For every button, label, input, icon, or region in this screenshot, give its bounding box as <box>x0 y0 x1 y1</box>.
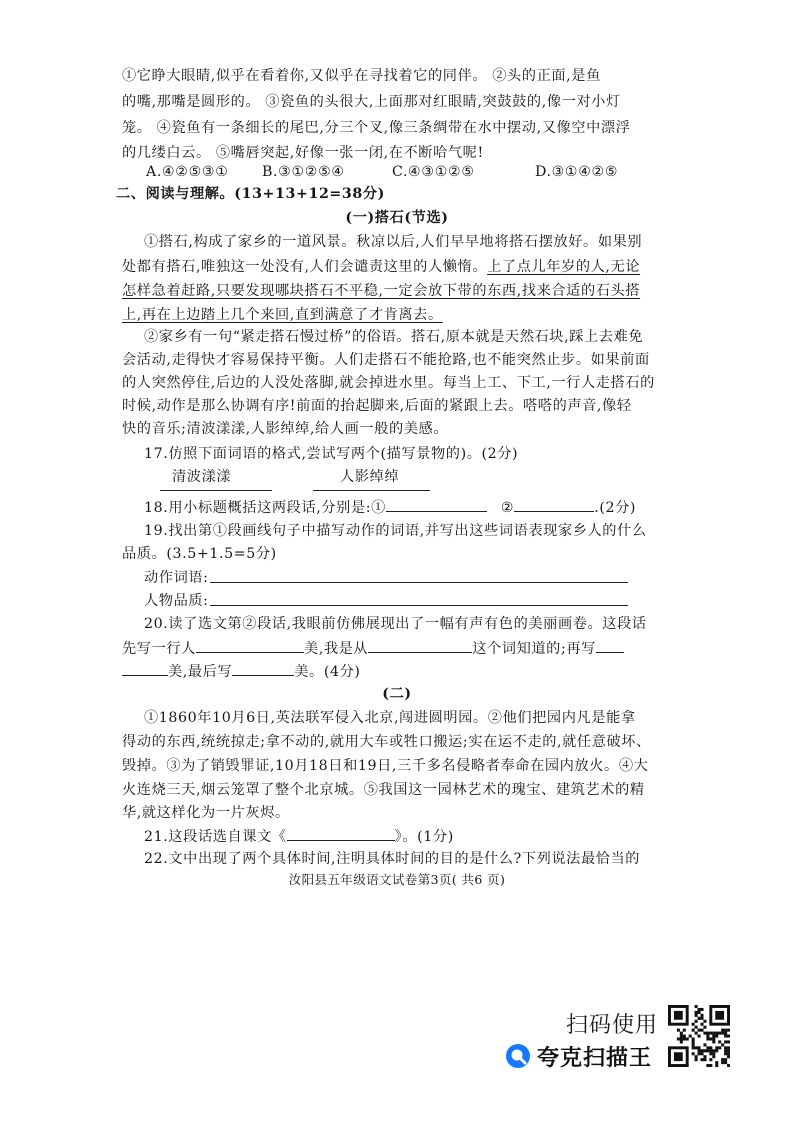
qr-code-icon[interactable] <box>668 1005 730 1067</box>
q20-blank-4[interactable] <box>232 661 294 676</box>
q20-blank-2[interactable] <box>368 638 472 653</box>
scanner-brand <box>505 1041 652 1071</box>
p1-line-2-underlined: 上了点儿年岁的人,无论 <box>487 259 641 275</box>
q17-answer-blank-2[interactable] <box>313 490 430 491</box>
passage2-line-1: ①1860年10月6日,英法联军侵入北京,闯进圆明园。②他们把园内凡是能拿 <box>144 710 636 726</box>
q19-action-label: 动作词语: <box>144 570 209 586</box>
q16-choice-d: D.③①④②⑤ <box>535 164 619 180</box>
q18-blank-2[interactable] <box>514 497 594 512</box>
passage2-line-3: 毁掉。③为了销毁罪证,10月18日和19日,三千多名侵略者奉命在园内放火。④大 <box>122 758 649 774</box>
q22-prompt: 22.文中出现了两个具体时间,注明具体时间的目的是什么?下列说法最恰当的 <box>144 851 641 867</box>
q17-example-2: 人影绰绰 <box>340 469 400 485</box>
passage2-title: (二) <box>382 686 412 702</box>
q21-prompt <box>144 826 454 847</box>
passage1-p1-line-1: ①搭石,构成了家乡的一道风景。秋凉以后,人们早早地将搭石摆放好。如果别 <box>144 234 643 250</box>
q20-text-c: 这个词知道的;再写 <box>472 641 596 657</box>
q16-line-4: 的几缕白云。 ⑤嘴唇突起,好像一张一闭,在不断哈气呢! <box>122 145 484 161</box>
q19-prompt-line-1: 19.找出第①段画线句子中描写动作的词语,并写出这些词语表现家乡人的什么 <box>144 523 647 539</box>
passage1-p2-line-2: 会活动,走得快才容易保持平衡。人们走搭石不能抢路,也不能突然止步。如果前面 <box>122 352 650 368</box>
q18-prompt <box>144 497 636 518</box>
q20-prompt-line-2 <box>122 638 624 659</box>
passage1-p1-line-4: 上,再在上边踏上几个来回,直到满意了才肯离去。 <box>122 307 443 323</box>
q18-blank-1[interactable] <box>386 497 487 512</box>
q20-text-e: 美。(4分) <box>294 664 361 680</box>
q18-text-b: ② <box>500 500 515 516</box>
q16-choice-b: B.③①②⑤④ <box>262 164 345 180</box>
q20-prompt-line-3 <box>122 661 361 682</box>
q17-example-1: 清波漾漾 <box>172 469 232 485</box>
q19-action-blank[interactable] <box>210 582 628 583</box>
scanner-brand-name: 夸克扫描王 <box>537 1045 653 1071</box>
p1-line-2-plain: 处都有搭石,唯独这一处没有,人们会谴责这里的人懒惰。 <box>122 259 488 275</box>
q16-line-1: ①它睁大眼睛,似乎在看着你,又似乎在寻找着它的同伴。 ②头的正面,是鱼 <box>122 68 601 84</box>
passage2-line-2: 得动的东西,统统掠走;拿不动的,就用大车或牲口搬运;实在运不走的,就任意破坏、 <box>122 734 651 750</box>
q17-answer-blank-1[interactable] <box>160 490 272 491</box>
passage1-p1-line-3: 怎样急着赶路,只要发现哪块搭石不平稳,一定会放下带的东西,找来合适的石头搭 <box>122 283 641 299</box>
q20-blank-3b[interactable] <box>122 661 168 676</box>
passage1-p2-line-3: 的人突然停住,后边的人没处落脚,就会掉进水里。每当上工、下工,一行人走搭石的 <box>122 375 655 391</box>
q20-text-b: 美,我是从 <box>303 641 369 657</box>
passage2-line-4: 火连烧三天,烟云笼罩了整个北京城。⑤我国这一园林艺术的瑰宝、建筑艺术的精 <box>122 782 645 798</box>
q19-prompt-line-2: 品质。(3.5+1.5=5分) <box>122 546 277 562</box>
q20-blank-3a[interactable] <box>596 638 624 653</box>
page-footer: 汝阳县五年级语文试卷第3页( 共6 页) <box>288 872 506 887</box>
q16-choice-c: C.④③①②⑤ <box>392 164 475 180</box>
q21-text-a: 21.这段话选自课文《 <box>144 829 287 845</box>
passage1-p1-line-2 <box>122 257 640 277</box>
passage1-p2-line-1: ②家乡有一句“紧走搭石慢过桥”的俗语。搭石,原本就是天然石块,踩上去难免 <box>144 329 644 345</box>
section-heading: 二、阅读与理解。(13+13+12=38分) <box>116 186 385 202</box>
q19-quality-blank[interactable] <box>210 605 628 606</box>
scan-to-use-label: 扫码使用 <box>566 1013 659 1038</box>
q16-line-2: 的嘴,那嘴是圆形的。 ③瓷鱼的头很大,上面那对红眼睛,突鼓鼓的,像一对小灯 <box>122 94 621 110</box>
passage1-p2-line-5: 快的音乐;清波漾漾,人影绰绰,给人画一般的美感。 <box>122 421 449 437</box>
passage1-title: (一)搭石(节选) <box>345 210 449 226</box>
q20-text-d: 美,最后写 <box>168 664 233 680</box>
q17-prompt: 17.仿照下面词语的格式,尝试写两个(描写景物的)。(2分) <box>144 446 519 462</box>
q19-quality-label: 人物品质: <box>144 593 209 609</box>
q18-text-c: .(2分) <box>594 500 637 516</box>
passage1-p2-line-4: 时候,动作是那么协调有序!前面的抬起脚来,后面的紧跟上去。嗒嗒的声音,像轻 <box>122 398 632 414</box>
q20-blank-1[interactable] <box>196 638 304 653</box>
q18-text-a: 18.用小标题概括这两段话,分别是:① <box>144 500 386 516</box>
q21-text-b: 》。(1分) <box>394 829 454 845</box>
q20-prompt-line-1: 20.读了选文第②段话,我眼前仿佛展现出了一幅有声有色的美丽画卷。这段话 <box>144 616 647 632</box>
q21-blank[interactable] <box>287 826 395 841</box>
quark-logo-icon <box>505 1043 531 1069</box>
q16-line-3: 笼。 ④瓷鱼有一条细长的尾巴,分三个叉,像三条绸带在水中摆动,又像空中漂浮 <box>122 120 631 136</box>
q20-text-a: 先写一行人 <box>122 641 196 657</box>
q16-choice-a: A.④②⑤③① <box>146 164 229 180</box>
passage2-line-5: 华,就这样化为一片灰烬。 <box>122 805 290 821</box>
